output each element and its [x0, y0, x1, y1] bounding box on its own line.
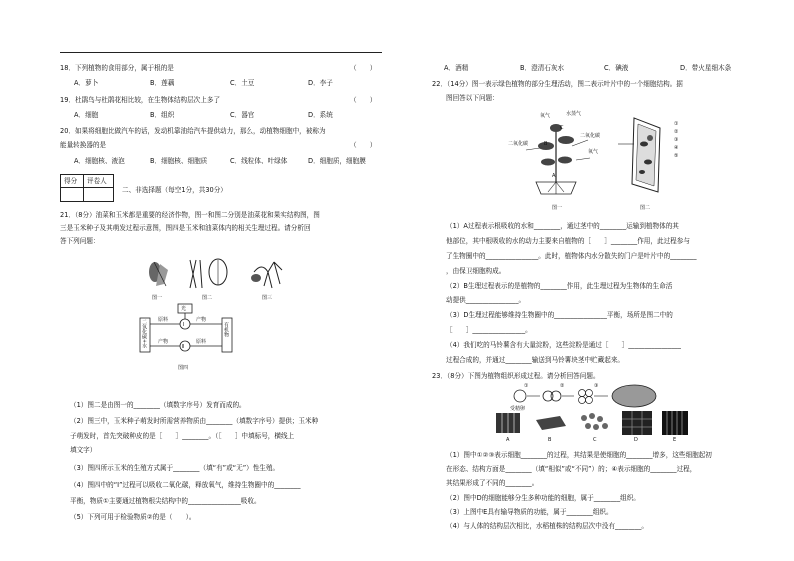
q20-stem-2: 能量转换器的是	[60, 141, 107, 149]
q22-cell-figure	[618, 114, 678, 198]
q23-sub-1a: （1）图中①②③表示细胞________的过程，其结果是使细胞的________增多，这些细胞起初	[446, 451, 712, 459]
q21-fig2-label: 图二	[202, 295, 213, 301]
q21-opt-c: C．碘液	[604, 64, 629, 72]
q22-line-2: 图回答以下问题：	[446, 94, 499, 102]
plant-label-c: C	[560, 125, 564, 131]
stage-label-1: ①	[524, 383, 529, 389]
q20-opt-d: D．细胞质，细胞膜	[308, 157, 366, 165]
zygote-label: 受精卵	[510, 406, 526, 412]
section-2-title: 二、非选择题（每空1分，共30分）	[122, 186, 227, 194]
q23-sub-1c: 其结果形成了不同的________。	[446, 479, 539, 487]
q18-opt-c: C．土豆	[230, 79, 255, 87]
q21-sub-2a: （2）图三中，玉米种子萌发时所需营养物质由________（填数字序号）提供；玉米种	[70, 417, 319, 425]
q23-sub-2: （2）图中D的细胞能够分生多种功能的细胞，属于________组织。	[446, 494, 640, 502]
q21-figure-2	[186, 258, 232, 292]
cell-label-1: ①	[674, 121, 679, 127]
q22-sub-1a: （1）A过程表示根吸收的水和________，通过茎中的________运输到植物体的其	[446, 222, 679, 230]
q23-tissue-e	[662, 411, 688, 435]
diagram-ii: Ⅱ	[182, 344, 185, 350]
cell-label-2: ②	[674, 129, 679, 135]
stage-label-3: ③	[594, 383, 599, 389]
plant-label-a: A	[552, 173, 556, 179]
diagram-sub-4: 原料	[196, 339, 207, 345]
grader-label: 评卷人	[87, 177, 107, 185]
q22-sub-2b: 动提供________________。	[446, 296, 526, 304]
q21-sub-4a: （4）图四中的“Ⅰ”过程可以吸收二氧化碳，释放氧气，维持生物圈中的________	[70, 481, 301, 489]
plant-label-oxygen-1: 氧气	[540, 113, 551, 119]
q21-sub-2b: 子萌发时，首先突破种皮的是［ ］________。（［ ］中填标号，横线上	[70, 432, 295, 440]
stage-label-2: ②	[560, 383, 565, 389]
q21-line-3: 答下列问题：	[60, 237, 100, 245]
q21-opt-b: B．澄清石灰水	[520, 64, 565, 72]
cell-label-5: ⑤	[674, 153, 679, 159]
q19-opt-b: B．组织	[150, 111, 175, 119]
q23-sub-3: （3）上图中E具有输导物质的功能，属于________组织。	[446, 508, 613, 516]
q18-paren: （ ）	[350, 64, 377, 72]
q19-paren: （ ）	[350, 96, 377, 104]
diagram-i: Ⅰ	[183, 322, 185, 328]
q23-tissue-b	[536, 416, 566, 430]
plant-label-vapor: 水蒸气	[566, 111, 582, 117]
plant-label-co2-2: 二氧化碳	[580, 133, 601, 139]
q19-opt-c: C．器官	[230, 111, 255, 119]
q23-tissue-d	[622, 411, 652, 435]
diagram-light: 光	[181, 306, 187, 312]
q21-figure-1	[146, 258, 172, 288]
diagram-left-box: 二氧化碳+水	[141, 319, 147, 349]
diagram-sub-2: 产物	[158, 339, 169, 345]
q22-sub-3b: ［ ］________________。	[446, 326, 532, 334]
q23-tissue-a	[496, 413, 520, 433]
score-label: 得分	[64, 177, 78, 185]
q22-fig1-label: 图一	[552, 205, 563, 211]
q21-fig3-label: 图三	[262, 295, 273, 301]
q21-sub-1: （1）图二是由图一的________（填数字序号）发育而成的。	[70, 401, 246, 409]
tissue-label-b: B	[548, 437, 552, 443]
q20-opt-a: A．细胞核、液泡	[74, 157, 125, 165]
q22-sub-4a: （4）我们吃的马铃薯含有大量淀粉，这些淀粉是通过［ ］________________	[446, 341, 681, 349]
q22-sub-2a: （2）B生理过程表示的是植物的________作用，此生理过程为生物体的生命活	[446, 282, 673, 290]
cell-label-4: ④	[674, 145, 679, 151]
q23-tissue-c	[580, 412, 610, 434]
tissue-label-a: A	[506, 437, 510, 443]
diagram-sub-1: 产物	[196, 317, 207, 323]
q22-sub-4b: 过程合成的，并通过________输送到马铃薯块茎中贮藏起来。	[446, 356, 625, 364]
q19-opt-d: D．系统	[308, 111, 333, 119]
q21-sub-4b: 平衡，物质①主要通过植物根尖结构中的________________吸收。	[70, 497, 261, 505]
cell-label-3: ③	[674, 137, 679, 143]
q23-line-1: 23．（8分）下图为植物组织形成过程。请分析回答问题。	[432, 372, 600, 380]
q22-fig2-label: 图二	[640, 205, 651, 211]
q18-stem: 18．下列植物的食用部分，属于根的是	[60, 64, 174, 72]
q19-opt-a: A．细胞	[74, 111, 99, 119]
q19-stem: 19．杜鹃鸟与杜鹃花相比较，在生物体结构层次上多了	[60, 96, 221, 104]
q18-opt-a: A．萝卜	[74, 79, 99, 87]
q22-sub-1c: 了生物圈中的________________。此时，植物体内水分散失的门户是叶片中的________	[446, 252, 697, 260]
diagram-right-box: 有机物	[223, 322, 229, 337]
diagram-sub-3: 原料	[158, 317, 169, 323]
score-table	[60, 174, 114, 202]
tissue-label-c: C	[593, 437, 597, 443]
q21-opt-a: A．酒精	[444, 64, 469, 72]
q21-sub-2c: 填文字）	[70, 446, 97, 454]
tissue-label-d: D	[634, 437, 638, 443]
plant-label-b: B	[544, 141, 548, 147]
q22-plant-figure	[516, 110, 599, 200]
q21-sub-3: （3）图四所示玉米的生殖方式属于________（填“有”或“无”）性生殖。	[70, 464, 280, 472]
q22-sub-1d: ，由保卫细胞构成。	[446, 267, 506, 275]
q21-fig1-label: 图一	[152, 295, 163, 301]
q21-line-1: 21．（8分）油菜和玉米都是重要的经济作物，图一和图二分别是油菜花和果实结构图，图	[60, 211, 320, 219]
q23-sub-4: （4）与人体的结构层次相比，水稻植株的结构层次中没有________。	[446, 522, 649, 530]
q21-figure-3	[248, 258, 292, 292]
q18-opt-b: B．莲藕	[150, 79, 175, 87]
q18-opt-d: D．李子	[308, 79, 333, 87]
top-rule	[60, 52, 382, 53]
q22-line-1: 22．（14分）图一表示绿色植物的部分生理活动，图二表示叶片中的一个细胞结构。据	[432, 80, 683, 88]
plant-label-co2-1: 二氧化碳	[508, 141, 529, 147]
q22-sub-1b: 他部位，其中根吸收的水的动力主要来自植物的［ ］________作用，此过程参与	[446, 237, 690, 245]
q20-opt-b: B．细胞核、细胞质	[150, 157, 208, 165]
q21-fig4-label: 图四	[178, 365, 189, 371]
q22-sub-3a: （3）D生理过程能够维持生物圈中的________________平衡，场所是图二中的	[446, 311, 673, 319]
q21-opt-d: D．带火星细木条	[680, 64, 732, 72]
plant-label-oxygen-2: 氧气	[588, 149, 599, 155]
tissue-label-e: E	[673, 437, 677, 443]
q20-paren: （ ）	[350, 141, 377, 149]
q23-sub-1b: 在形态、结构方面是________（填“相似”或“不同”）的；④表示细胞的________过程，	[446, 465, 697, 473]
q20-opt-c: C．线粒体、叶绿体	[230, 157, 288, 165]
q21-line-2: 三是玉米种子及其萌发过程示意图，图四是玉米和油菜体内的相关生理过程。请分析回	[60, 224, 311, 232]
q21-sub-5: （5）下列可用于检验物质②的是（ ）。	[70, 513, 196, 521]
q20-stem-1: 20．如果将细胞比做汽车的话，发动机靠油给汽车提供动力，那么，动植物细胞中，被称为	[60, 127, 326, 135]
q21-figure-4-diagram	[140, 304, 250, 362]
